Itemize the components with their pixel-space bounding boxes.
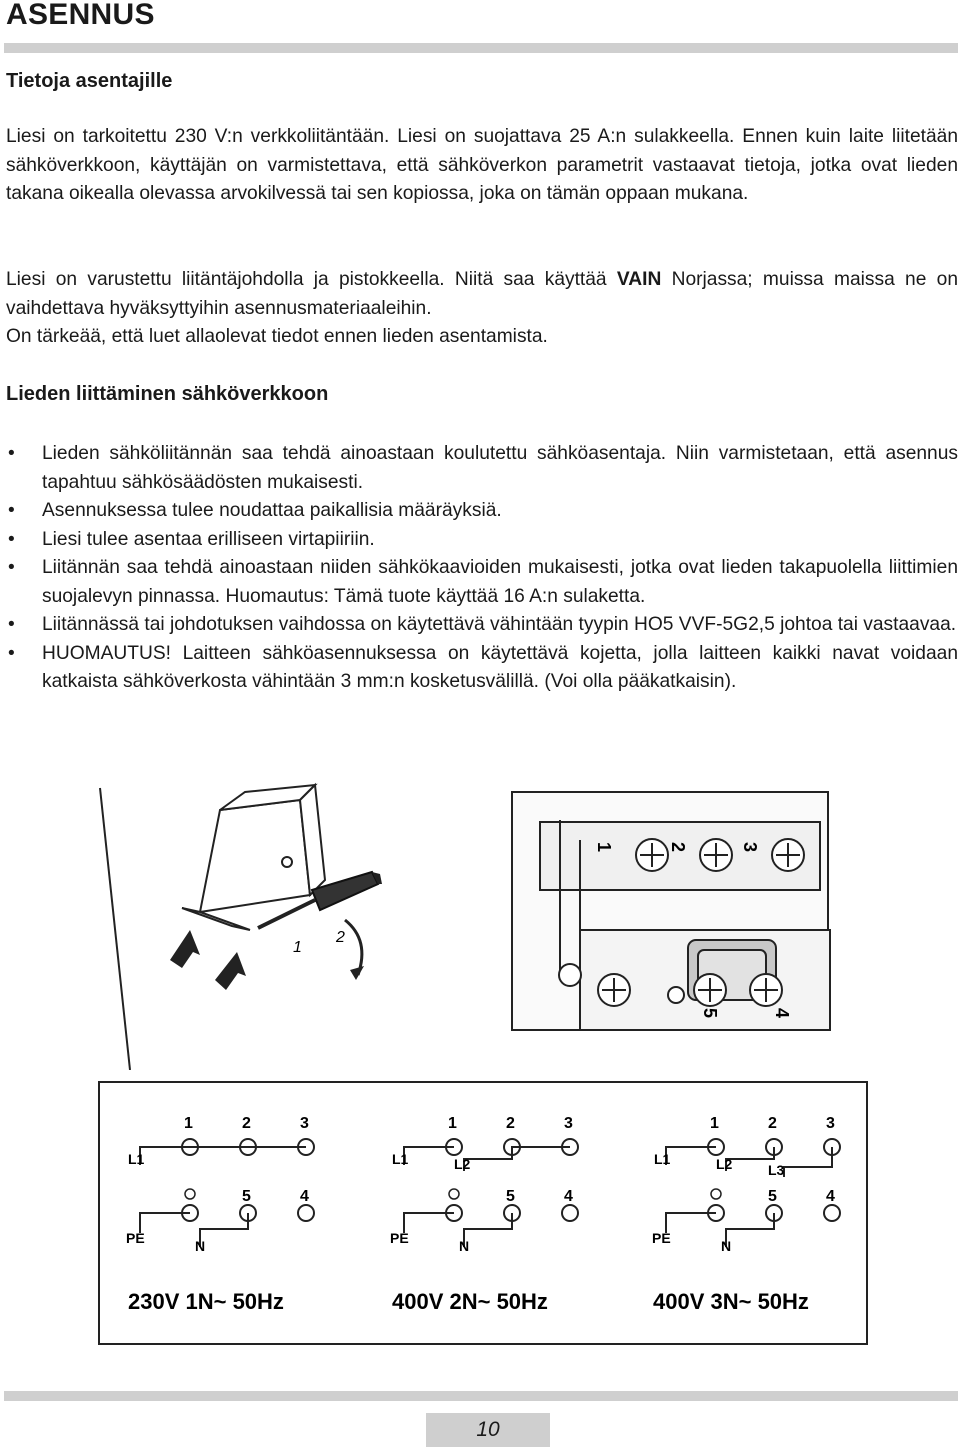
wiring-diagram-1 — [126, 1115, 314, 1314]
wire-label: L2 — [716, 1156, 733, 1172]
wiring-caption: 230V 1N~ 50Hz — [128, 1289, 284, 1314]
wiring-diagram-3 — [652, 1115, 840, 1314]
terminal-number: 1 — [184, 1115, 193, 1132]
footer-rule — [4, 1391, 958, 1401]
bullet-icon: • — [8, 642, 15, 664]
list-item-text: HUOMAUTUS! Laitteen sähköasennuksessa on käytettävä kojetta, jolla laitteen kaikki navat voidaan katkaista sähköverkosta vähintään 3 mm:n kosketusvälillä. (Voi olla pääkatkaisin). — [42, 642, 958, 692]
terminal-number: 1 — [448, 1115, 457, 1132]
wire-label: PE — [390, 1230, 409, 1246]
bullet-icon: • — [8, 528, 15, 550]
wire-label: N — [459, 1238, 470, 1254]
ground-icon — [185, 1189, 195, 1199]
section-heading-installers: Tietoja asentajille — [6, 70, 173, 92]
list-item — [6, 497, 958, 526]
terminal-number: 4 — [772, 1008, 792, 1019]
wiring-diagrams-svg — [100, 1083, 866, 1343]
wiring-caption: 400V 3N~ 50Hz — [653, 1289, 809, 1314]
list-item-text: Liitännän saa tehdä ainoastaan niiden sähkökaavioiden mukaisesti, jotka ovat lieden takapuolella liittimien suojalevyn pinnassa. Huomautus: Tämä tuote käyttää 16 A:n sulaketta. — [42, 557, 958, 607]
list-item-text: Liesi tulee asentaa erilliseen virtapiiriin. — [42, 528, 375, 550]
terminal-number: 4 — [826, 1188, 835, 1205]
wire-label: L3 — [768, 1162, 785, 1178]
list-item — [6, 640, 958, 697]
terminal-illustration-svg — [0, 780, 960, 1070]
wire-label: N — [721, 1238, 732, 1254]
rotate-arrow-icon — [345, 920, 362, 975]
terminal-number: 4 — [300, 1188, 309, 1205]
terminal-number: 2 — [506, 1115, 515, 1132]
terminal-number: 4 — [564, 1188, 573, 1205]
wire-label: PE — [126, 1230, 145, 1246]
terminal-number: 2 — [242, 1115, 251, 1132]
terminal-number: 2 — [668, 842, 688, 853]
wire-label: L1 — [392, 1151, 409, 1167]
header-rule — [4, 43, 958, 53]
terminal-illustration — [0, 780, 960, 1070]
wiring-diagram-2 — [390, 1115, 578, 1314]
step-label: 1 — [293, 939, 302, 956]
terminal-number: 1 — [710, 1115, 719, 1132]
bullet-icon: • — [8, 614, 15, 635]
bullet-icon: • — [8, 500, 15, 521]
bullet-icon: • — [8, 557, 15, 578]
terminal-number: 5 — [768, 1188, 777, 1205]
wire-label: N — [195, 1238, 206, 1254]
paragraph-cord-and-plug — [6, 266, 958, 323]
terminal-number: 3 — [740, 842, 760, 853]
terminal-number: 3 — [826, 1115, 835, 1132]
bullet-icon: • — [8, 443, 15, 464]
list-item — [6, 611, 958, 640]
terminal-number: 5 — [242, 1188, 251, 1205]
terminal-number: 3 — [564, 1115, 573, 1132]
wire-label: PE — [652, 1230, 671, 1246]
arrow-head-icon — [350, 966, 364, 980]
terminal-number: 1 — [594, 842, 614, 853]
list-item — [6, 554, 958, 611]
list-item — [6, 440, 958, 497]
para2-text-b: Norjassa; muissa maissa ne on vaihdettava hyväksyttyihin asennusmateriaaleihin. — [6, 269, 958, 319]
push-arrow-icon — [170, 930, 246, 990]
terminal-number: 5 — [506, 1188, 515, 1205]
ground-icon — [711, 1189, 721, 1199]
wire-label: L1 — [128, 1151, 145, 1167]
terminal-number: 3 — [300, 1115, 309, 1132]
instruction-list — [6, 440, 958, 697]
wiring-caption: 400V 2N~ 50Hz — [392, 1289, 548, 1314]
para2-text-a: Liesi on varustettu liitäntäjohdolla ja pistokkeella. Niitä saa käyttää — [6, 269, 617, 290]
terminal-number: 5 — [700, 1008, 720, 1019]
wiring-diagrams-box — [98, 1081, 868, 1345]
wire-label: L2 — [454, 1156, 471, 1172]
paragraph-read-before: On tärkeää, että luet allaolevat tiedot ennen lieden asentamista. — [6, 326, 548, 347]
para2-text-bold: VAIN — [616, 269, 662, 290]
terminal-number: 2 — [768, 1115, 777, 1132]
list-item-text: Lieden sähköliitännän saa tehdä ainoastaan koulutettu sähköasentaja. Niin varmistetaan, että asennus tapahtuu sähkösäädösten mukaisesti. — [42, 443, 958, 493]
list-item-text: Asennuksessa tulee noudattaa paikallisia määräyksiä. — [42, 500, 502, 521]
page-number: 10 — [426, 1413, 550, 1447]
step-label: 2 — [336, 929, 345, 946]
wire-label: L1 — [654, 1151, 671, 1167]
ground-icon — [449, 1189, 459, 1199]
list-item-text: Liitännässä tai johdotuksen vaihdossa on käytettävä vähintään tyypin HO5 VVF-5G2,5 johtoa tai vastaavaa. — [42, 614, 957, 635]
page-title: ASENNUS — [6, 0, 155, 31]
paragraph-mains-connection: Liesi on tarkoitettu 230 V:n verkkoliitäntään. Liesi on suojattava 25 A:n sulakkeella. Ennen kuin laite liitetään sähköverkkoon, käyttäjän on varmistettava, että sähköverkon parametrit vastaavat tietoja, jotka ovat lieden takana oikealla olevassa arvokilvessä tai sen kopiossa, joka on tämän oppaan mukana. — [6, 126, 958, 204]
terminal-cover-drawing — [182, 785, 325, 930]
list-item — [6, 526, 958, 555]
section-heading-connection: Lieden liittäminen sähköverkkoon — [6, 383, 329, 405]
